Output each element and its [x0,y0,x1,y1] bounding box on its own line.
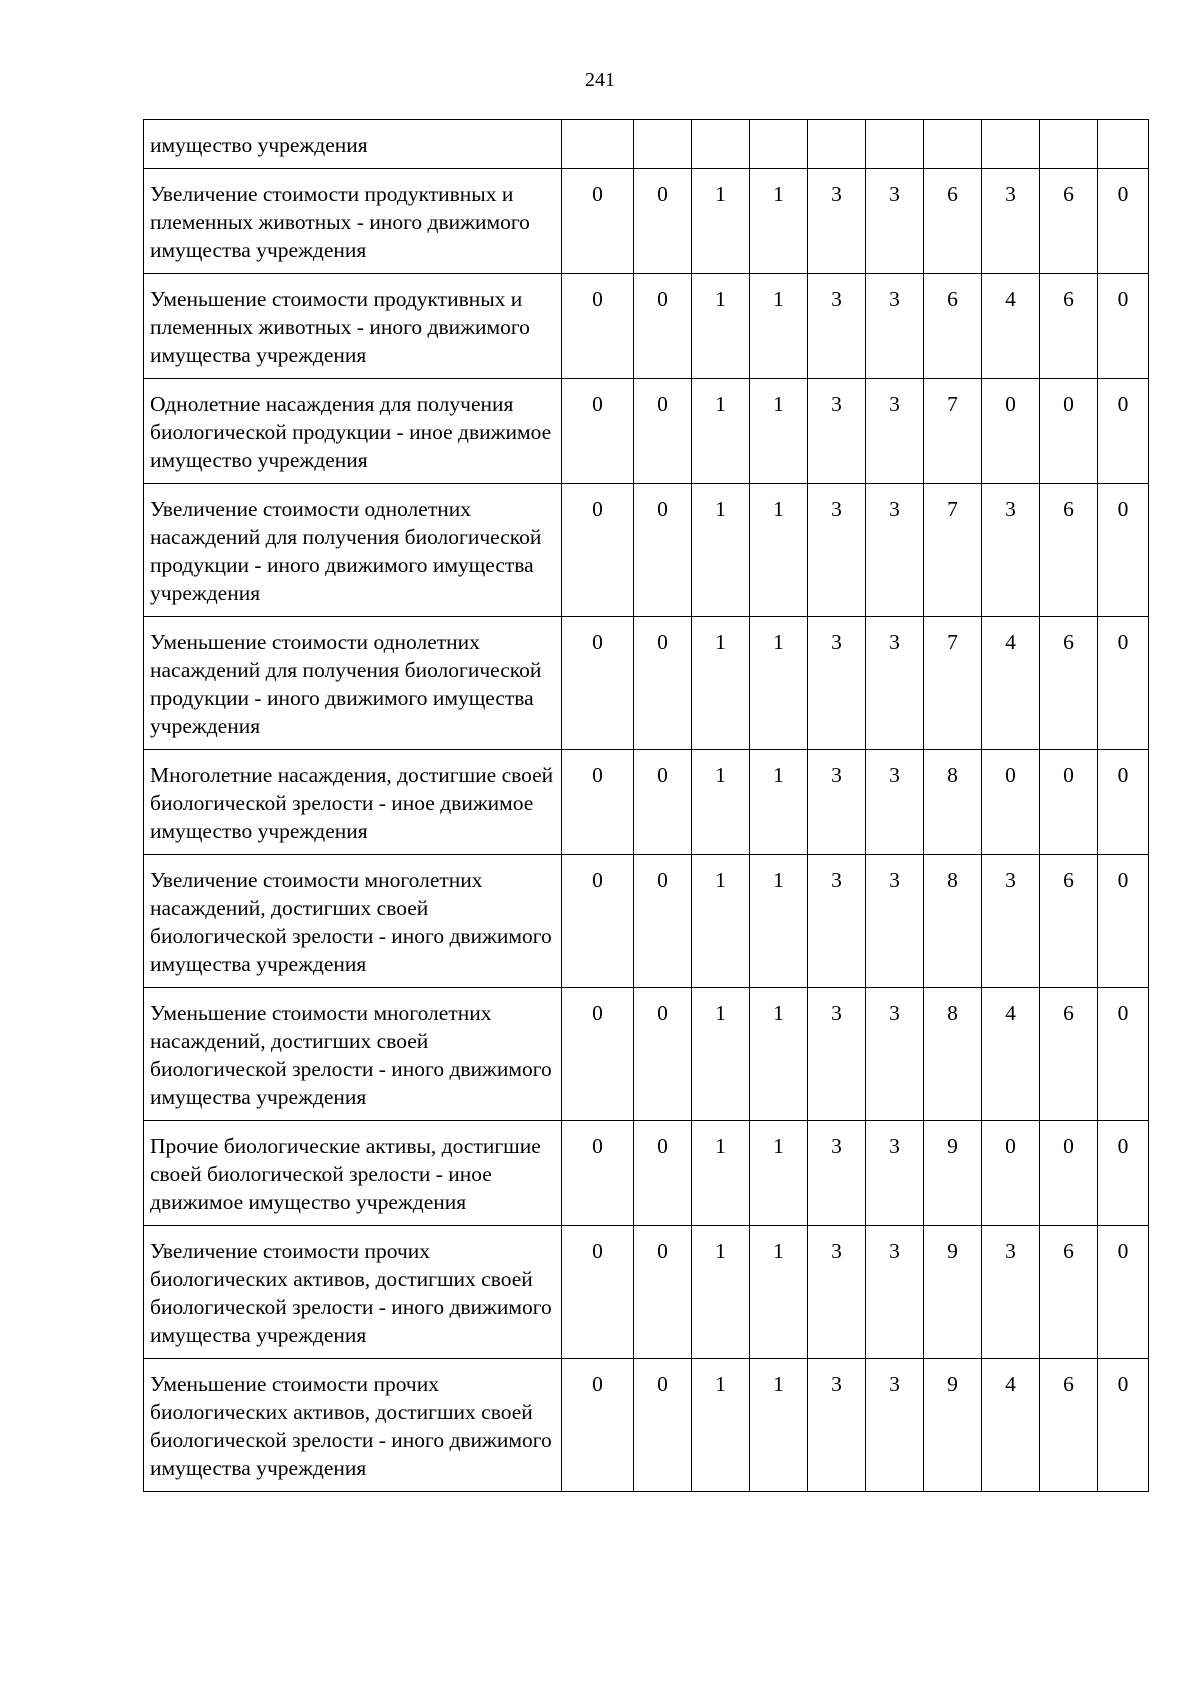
code-digit-cell: 1 [750,1121,808,1226]
row-description-cell: Увеличение стоимости продуктивных и племенных животных - иного движимого имущества учреждения [144,169,562,274]
page-number: 241 [585,69,615,91]
table-row [144,750,1149,855]
code-digit-cell: 3 [808,484,866,617]
code-digit-cell: 0 [634,1121,692,1226]
table-row [144,274,1149,379]
code-digit-cell: 7 [924,379,982,484]
table-row [144,1359,1149,1492]
code-digit-cell: 3 [866,988,924,1121]
code-digit-cell: 1 [692,750,750,855]
code-digit-cell: 0 [562,274,634,379]
row-description-cell: Увеличение стоимости многолетних насаждений, достигших своей биологической зрелости - иного движимого имущества учреждения [144,855,562,988]
code-digit-cell: 1 [692,484,750,617]
code-digit-cell: 3 [866,750,924,855]
code-digit-cell: 3 [808,274,866,379]
code-digit-cell: 0 [634,855,692,988]
code-digit-cell: 0 [982,750,1040,855]
code-digit-cell: 1 [750,484,808,617]
code-digit-cell: 3 [808,617,866,750]
code-digit-cell: 4 [982,274,1040,379]
code-digit-cell: 4 [982,617,1040,750]
code-digit-cell: 1 [750,988,808,1121]
row-description-cell: Прочие биологические активы, достигшие своей биологической зрелости - иное движимое имущество учреждения [144,1121,562,1226]
code-digit-cell: 9 [924,1226,982,1359]
table-row [144,855,1149,988]
code-digit-cell: 1 [750,274,808,379]
code-digit-cell: 3 [866,484,924,617]
account-codes-table [143,119,1149,1492]
code-digit-cell: 0 [634,379,692,484]
code-digit-cell: 8 [924,750,982,855]
code-digit-cell: 1 [692,379,750,484]
code-digit-cell: 1 [750,750,808,855]
code-digit-cell: 0 [562,1359,634,1492]
row-description-cell: имущество учреждения [144,120,562,169]
table-row [144,1121,1149,1226]
code-digit-cell: 1 [692,988,750,1121]
code-digit-cell [808,120,866,169]
code-digit-cell: 0 [634,274,692,379]
code-digit-cell: 3 [982,484,1040,617]
code-digit-cell: 4 [982,1359,1040,1492]
code-digit-cell: 1 [750,1226,808,1359]
code-digit-cell: 6 [1040,169,1098,274]
code-digit-cell [692,120,750,169]
code-digit-cell: 8 [924,988,982,1121]
code-digit-cell: 6 [1040,1226,1098,1359]
code-digit-cell: 3 [808,750,866,855]
row-description-cell: Увеличение стоимости однолетних насаждений для получения биологической продукции - иного движимого имущества учреждения [144,484,562,617]
code-digit-cell: 3 [866,274,924,379]
code-digit-cell: 3 [808,169,866,274]
code-digit-cell: 0 [1098,988,1149,1121]
code-digit-cell: 6 [1040,274,1098,379]
code-digit-cell: 6 [1040,988,1098,1121]
code-digit-cell: 3 [866,1359,924,1492]
code-digit-cell: 1 [750,169,808,274]
code-digit-cell: 0 [562,988,634,1121]
row-description-cell: Уменьшение стоимости многолетних насаждений, достигших своей биологической зрелости - иного движимого имущества учреждения [144,988,562,1121]
code-digit-cell: 0 [562,855,634,988]
code-digit-cell [866,120,924,169]
code-digit-cell: 0 [634,750,692,855]
code-digit-cell: 3 [866,1226,924,1359]
code-digit-cell: 0 [982,379,1040,484]
code-digit-cell: 0 [562,617,634,750]
code-digit-cell: 0 [1098,1226,1149,1359]
code-digit-cell: 3 [866,617,924,750]
table-row [144,379,1149,484]
row-description-cell: Увеличение стоимости прочих биологических активов, достигших своей биологической зрелости - иного движимого имущества учреждения [144,1226,562,1359]
code-digit-cell: 0 [562,1121,634,1226]
code-digit-cell: 0 [634,988,692,1121]
code-digit-cell [924,120,982,169]
code-digit-cell: 3 [866,169,924,274]
code-digit-cell: 0 [1098,169,1149,274]
row-description-cell: Многолетние насаждения, достигшие своей биологической зрелости - иное движимое имущество учреждения [144,750,562,855]
code-digit-cell: 3 [808,1121,866,1226]
table-row [144,484,1149,617]
code-digit-cell: 6 [1040,1359,1098,1492]
code-digit-cell: 0 [634,484,692,617]
code-digit-cell: 0 [1098,484,1149,617]
code-digit-cell: 4 [982,988,1040,1121]
table-row [144,988,1149,1121]
code-digit-cell: 1 [750,379,808,484]
code-digit-cell: 0 [634,617,692,750]
code-digit-cell: 3 [982,1226,1040,1359]
row-description-cell: Уменьшение стоимости однолетних насаждений для получения биологической продукции - иного движимого имущества учреждения [144,617,562,750]
code-digit-cell: 3 [982,855,1040,988]
code-digit-cell: 0 [1098,274,1149,379]
code-digit-cell: 0 [982,1121,1040,1226]
code-digit-cell: 0 [1098,1359,1149,1492]
code-digit-cell: 1 [692,169,750,274]
code-digit-cell: 6 [924,274,982,379]
code-digit-cell: 9 [924,1359,982,1492]
table-row [144,169,1149,274]
code-digit-cell: 3 [866,1121,924,1226]
row-description-cell: Уменьшение стоимости прочих биологических активов, достигших своей биологической зрелости - иного движимого имущества учреждения [144,1359,562,1492]
code-digit-cell: 0 [1040,750,1098,855]
code-digit-cell: 1 [692,855,750,988]
code-digit-cell: 0 [562,484,634,617]
code-digit-cell [750,120,808,169]
code-digit-cell: 3 [808,855,866,988]
code-digit-cell: 0 [562,750,634,855]
code-digit-cell: 0 [562,379,634,484]
table-row [144,120,1149,169]
code-digit-cell: 3 [866,855,924,988]
code-digit-cell: 6 [1040,855,1098,988]
code-digit-cell: 1 [692,1121,750,1226]
code-digit-cell: 0 [634,169,692,274]
code-digit-cell [634,120,692,169]
code-digit-cell: 0 [562,169,634,274]
code-digit-cell: 1 [750,855,808,988]
code-digit-cell: 3 [808,1226,866,1359]
code-digit-cell: 7 [924,484,982,617]
code-digit-cell [562,120,634,169]
table-body [144,120,1149,1492]
code-digit-cell: 3 [808,988,866,1121]
code-digit-cell [982,120,1040,169]
code-digit-cell: 1 [692,274,750,379]
code-digit-cell: 1 [750,617,808,750]
code-digit-cell: 1 [692,1359,750,1492]
code-digit-cell: 0 [1098,750,1149,855]
code-digit-cell [1040,120,1098,169]
code-digit-cell: 6 [924,169,982,274]
code-digit-cell: 0 [1098,379,1149,484]
code-digit-cell: 1 [692,617,750,750]
table-row [144,1226,1149,1359]
code-digit-cell: 3 [866,379,924,484]
code-digit-cell: 3 [982,169,1040,274]
code-digit-cell: 1 [692,1226,750,1359]
code-digit-cell: 0 [1098,855,1149,988]
code-digit-cell: 8 [924,855,982,988]
table-row [144,617,1149,750]
code-digit-cell: 0 [634,1359,692,1492]
code-digit-cell: 6 [1040,484,1098,617]
code-digit-cell: 6 [1040,617,1098,750]
code-digit-cell: 0 [634,1226,692,1359]
code-digit-cell: 9 [924,1121,982,1226]
code-digit-cell: 3 [808,379,866,484]
row-description-cell: Уменьшение стоимости продуктивных и племенных животных - иного движимого имущества учреждения [144,274,562,379]
code-digit-cell: 1 [750,1359,808,1492]
code-digit-cell: 7 [924,617,982,750]
code-digit-cell: 3 [808,1359,866,1492]
code-digit-cell: 0 [1098,617,1149,750]
code-digit-cell [1098,120,1149,169]
code-digit-cell: 0 [1098,1121,1149,1226]
code-digit-cell: 0 [1040,379,1098,484]
code-digit-cell: 0 [1040,1121,1098,1226]
row-description-cell: Однолетние насаждения для получения биологической продукции - иное движимое имущество учреждения [144,379,562,484]
code-digit-cell: 0 [562,1226,634,1359]
